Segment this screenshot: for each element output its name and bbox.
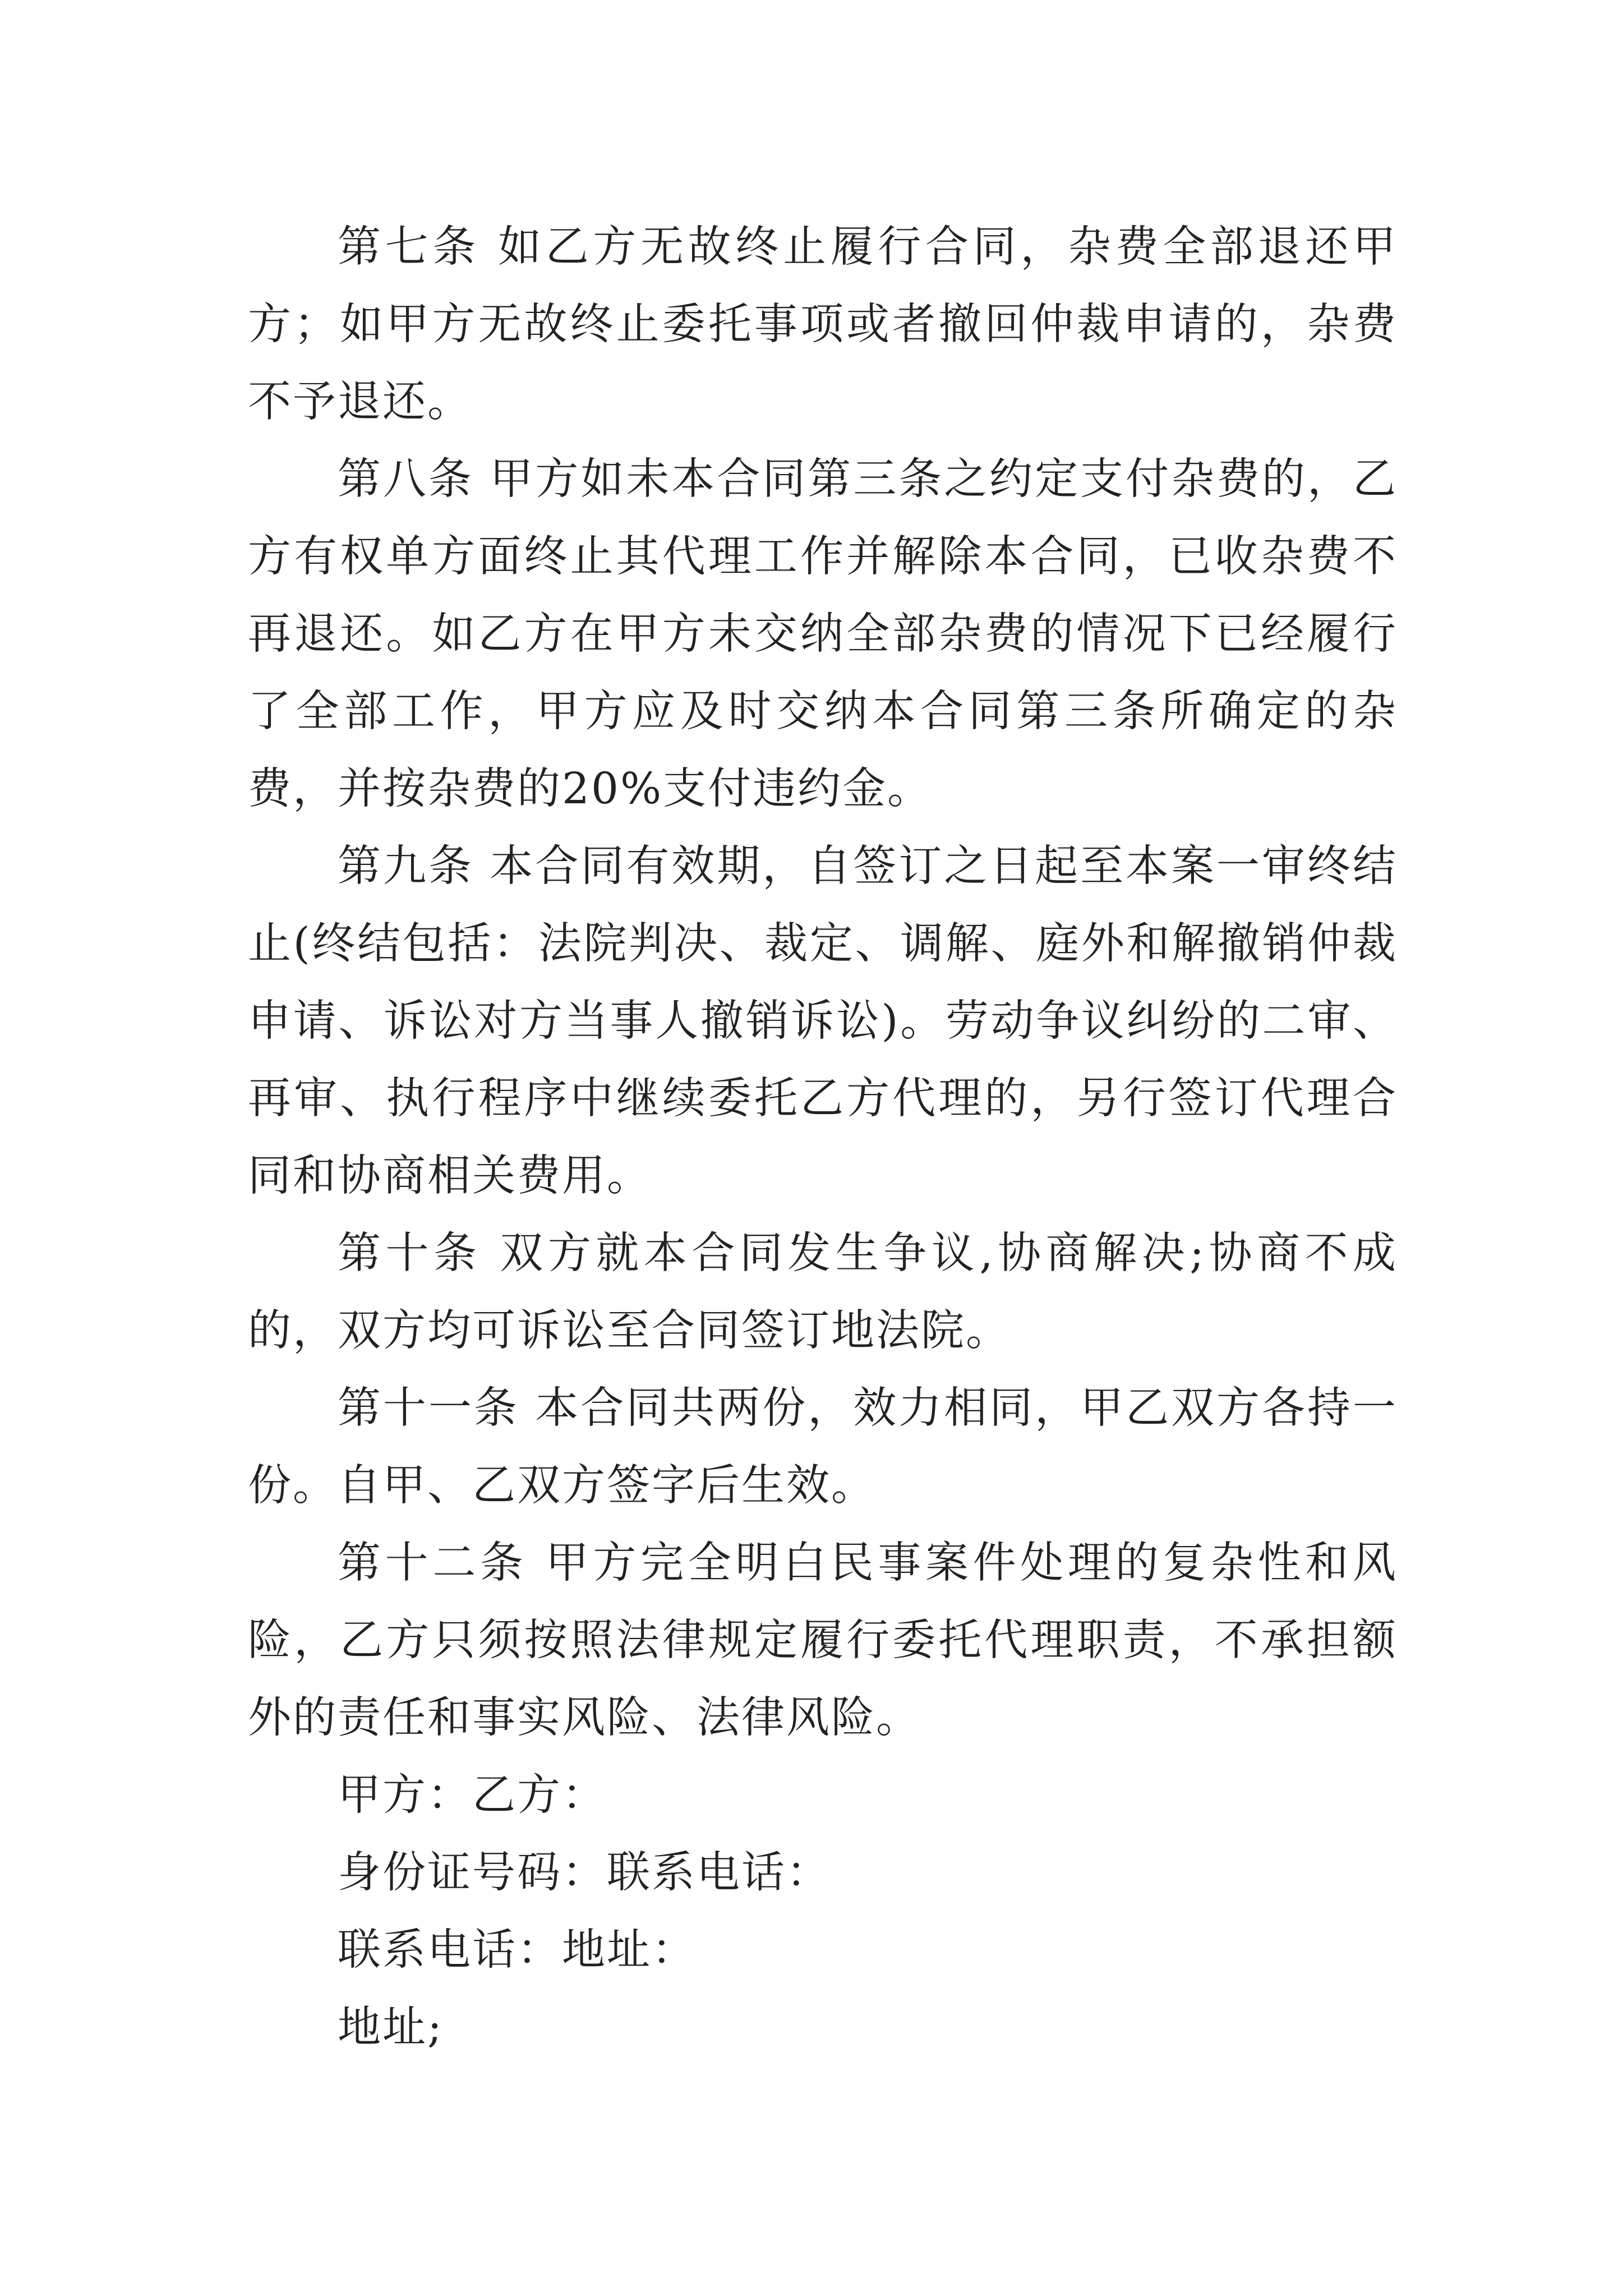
signature-id-line: 身份证号码：联系电话： <box>338 1848 831 1898</box>
document-body <box>248 209 1398 2067</box>
article-10-paragraph: 第十条 双方就本合同发生争议,协商解决;协商不成的，双方均可诉讼至合同签订地法院。 <box>248 1228 1398 1356</box>
signature-phone-line: 联系电话：地址： <box>338 1925 697 1975</box>
article-9-paragraph: 第九条 本合同有效期，自签订之日起至本案一审终结止(终结包括：法院判决、裁定、调解、庭外和解撤销仲裁申请、诉讼对方当事人撤销诉讼)。劳动争议纠纷的二审、再审、执行程序中继续委托乙方代理的，另行签订代理合同和协商相关费用。 <box>248 841 1398 1201</box>
article-8-paragraph: 第八条 甲方如未本合同第三条之约定支付杂费的，乙方有权单方面终止其代理工作并解除本合同，已收杂费不再退还。如乙方在甲方未交纳全部杂费的情况下已经履行了全部工作，甲方应及时交纳本合同第三条所确定的杂费，并按杂费的20%支付违约金。 <box>248 454 1398 814</box>
signature-party-line: 甲方：乙方： <box>338 1770 607 1820</box>
article-12-paragraph: 第十二条 甲方完全明白民事案件处理的复杂性和风险，乙方只须按照法律规定履行委托代理职责，不承担额外的责任和事实风险、法律风险。 <box>248 1538 1398 1743</box>
signature-address-line: 地址; <box>338 2003 444 2053</box>
article-11-paragraph: 第十一条 本合同共两份，效力相同，甲乙双方各持一份。自甲、乙双方签字后生效。 <box>248 1383 1398 1511</box>
article-7-paragraph: 第七条 如乙方无故终止履行合同，杂费全部退还甲方；如甲方无故终止委托事项或者撤回仲裁申请的，杂费不予退还。 <box>248 222 1398 427</box>
